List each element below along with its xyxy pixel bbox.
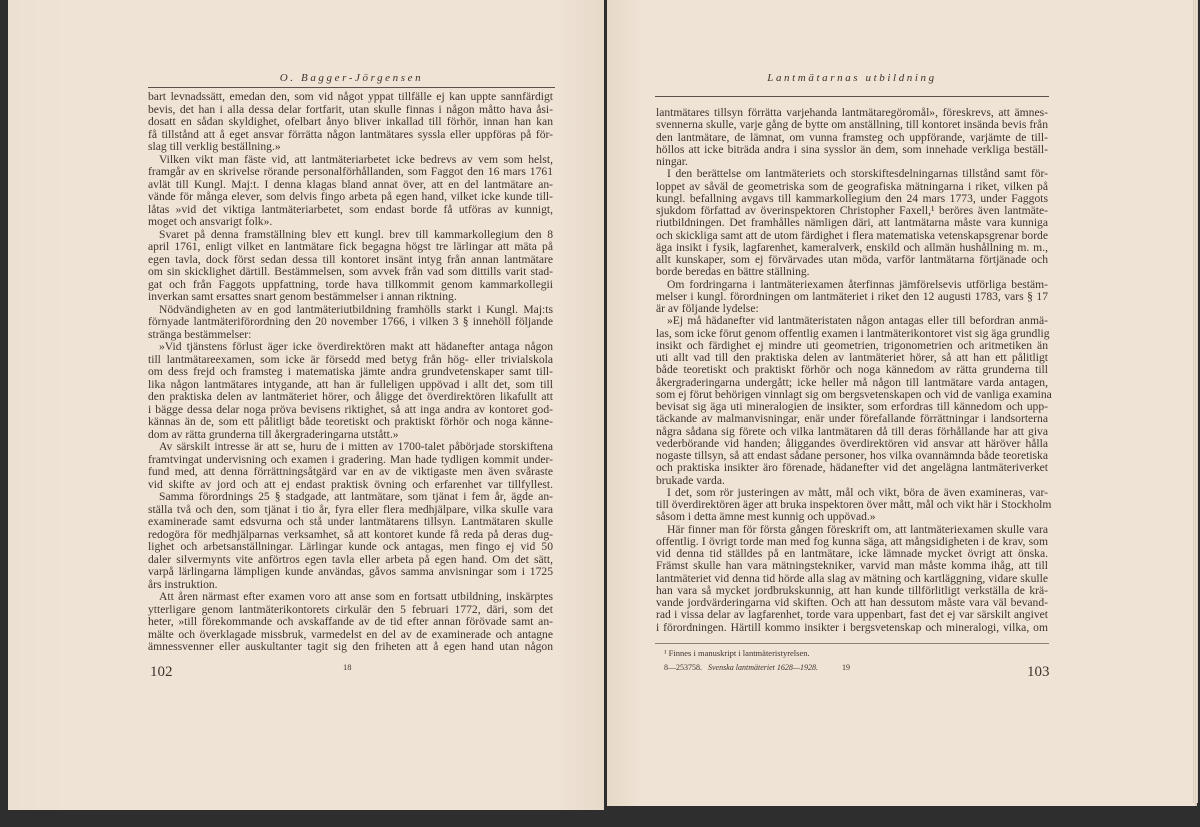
text-line: han vara så mycket jordbrukskunnig, att han kunde tillförlitligt verkställa de krä- [656, 583, 1048, 597]
text-line: framgår av en skrivelse rörande personalförhållanden, som Faggot den 16 mars 1761 [148, 165, 553, 178]
text-line: vände för många elever, som delvis fingo arbeta på egen hand, vilket icke kunde till- [148, 190, 553, 203]
text-line: Att åren närmast efter examen voro att anse som en fortsatt utbildning, inskärptes [159, 590, 553, 603]
text-line: vande jordvärderingarna vid skiften. Och att han dessutom måste vara väl bevand- [656, 596, 1048, 609]
text-line: års instruktion. [148, 577, 218, 591]
sheet-number-left: 18 [343, 662, 352, 672]
text-line: vederbörande vid handen; åliggandes överdirektören vid ansvar att häröver hålla [656, 436, 1048, 450]
text-line: Om fordringarna i lantmäteriexamen återfinnas jämförelsevis utförliga bestäm- [667, 277, 1048, 291]
text-line: mälte och överklagade missbruk, varmedelst en del av de examinerade och antagne [148, 627, 553, 641]
text-line: sjukdom författad av överinspektoren Christopher Faxell,¹ beröres även lantmäte- [656, 204, 1048, 217]
text-line: dosatt en sådan skyldighet, ofelbart ånyo bliver inkallad till förhör, innan han kan [148, 115, 553, 128]
text-line: egen tavla, dock först sedan dessa till kontoret insänt intyg från annan lantmätare [148, 252, 553, 266]
running-head-left: O. Bagger-Jörgensen [279, 72, 424, 84]
text-line: offentlig. I övrigt torde man med fog kunna säga, att mångsidigheten i de krav, som [656, 534, 1048, 548]
text-line: inverkan samt ersattes snart genom bestämmelser i annan riktning. [148, 290, 457, 303]
text-line: låtas »vid det viktiga lantmäteriarbetet, som endast borde få utföras av kunnigt, [148, 202, 553, 216]
text-line: »Vid tjänstens förlust äger icke överdirektören makt att hädanefter antaga någon [159, 340, 553, 353]
text-line: Här finner man för första gången föreskrift om, att lantmäteriexamen skulle vara [667, 522, 1048, 536]
text-line: åkergraderingarna undergått; icke heller må någon till lantmätare varda antagen, [656, 375, 1048, 389]
text-line: loppet av såväl de geometriska som de geografiska mätningarna i riket, vilken på [656, 179, 1048, 193]
text-line: I den berättelse om lantmäteriets och storskiftesdelningarnas tillstånd samt för- [667, 167, 1048, 181]
text-line: allt kunskaper, som ej förvärvades utan möda, varför lantmätarna förtjänade och [656, 253, 1048, 266]
text-line: Av särskilt intresse är att se, huru de i mitten av 1700-talet påbörjade storskiftena [159, 440, 553, 453]
text-line: ställa två och den, som tjänat i tio år, fyra eller flera medhjälpare, vilka skulle vara [148, 502, 553, 516]
text-line: riutbildningen. Det framhålles nämligen däri, att lantmätarna måste vara kunniga [656, 216, 1048, 230]
text-line: några sådana sig förete och vilka lantmätaren då till deras förhållande har att giva [656, 424, 1048, 438]
signature-code: 8—253758. [664, 663, 702, 672]
text-line: den lantmätare, de lämnat, om vunna framsteg och uppförande, varjämte de till- [656, 130, 1048, 144]
text-line: i förordningen. Härtill kommo insikter i bergsvetenskap och mineralogi, vilka, om [656, 620, 1048, 634]
text-line: bevis, det han i alla dessa delar fortfarit, utan skulle finnas i någon måtto hava åsi- [148, 102, 553, 116]
text-line: bevisat sig äga uti mineralogien de insikter, som erfordras till kännedom och upp- [656, 400, 1048, 413]
text-line: vid denna tid ställdes på en lantmätare, icke lämnade mycket övrigt att önska. [656, 547, 1048, 560]
page-edges [1193, 0, 1198, 803]
text-line: examinerade samt edsvurna och stå under lantmätarens tillsyn. Lantmätaren skulle [148, 515, 553, 528]
text-line: bart levnadssätt, emedan den, som vid något yppat tillfälle ej kan uppte sannfärdigt [148, 90, 553, 103]
text-line: framtvingat undervisning och examen i gradering. Man hade tydligen kommit under- [148, 452, 553, 466]
text-line: som ej förut behörigen vinnlagt sig om bergsvetenskapen och vid de vanliga examina [656, 387, 1052, 401]
text-line: redogöra för medhjälparnas verksamhet, så att kontoret kunde få reda på deras dug- [148, 527, 553, 541]
text-line: nogaste tillsyn, så att endast sådane personer, hos vilka ovannämnda både teoretiska [656, 449, 1048, 462]
right-text-column [656, 106, 1052, 634]
text-line: brukade varda. [656, 473, 725, 487]
text-line: är av följande lydelse: [656, 302, 759, 315]
page-number-right: 103 [1027, 664, 1050, 680]
text-line: Nödvändigheten av en god lantmäteriutbildning framhölls starkt i Kungl. Maj:ts [159, 302, 553, 316]
signature-mark [664, 663, 850, 672]
text-line: och praktiska insikter äro förenade, hädanefter vid det angelägna lantmäteriverket [656, 461, 1048, 475]
text-line: vid skifte av jord och att ej endast praktisk övning och erfarenhet var tillfyllest. [148, 477, 553, 491]
text-line: Främst skulle han vara mätningstekniker, varvid man måste komma ihåg, att till [656, 559, 1048, 573]
text-line: ytterligare genom lantmäterikontorets cirkulär den 5 februari 1772, däri, som det [148, 602, 553, 616]
text-line: april 1761, enligt vilket en lantmätare fick begagna högst tre lärlingar att mäta på [148, 240, 553, 253]
text-line: melser i kungl. förordningen om lantmäteriet i riket den 12 augusti 1783, vars § 17 [656, 289, 1048, 303]
text-line: den praktiska delen av lantmäteriet hörer, och åligge det överdirektören likafullt att [148, 390, 553, 403]
text-line: insikt och färdighet ej mindre uti geometrien, trigonometrien och aritmetiken än [656, 338, 1048, 352]
text-line: »Ej må hädanefter vid lantmäteristaten någon antagas eller till befordran anmä- [667, 314, 1048, 328]
text-line: stränga bestämmelser: [148, 327, 252, 341]
text-line: lighet och arbetsanställningar. Lärlingar kunde ock antagas, men fingo ej vid 50 [148, 540, 553, 553]
text-line: heter, »till förekommande och avskaffande av de tid efter annan förövade samt an- [148, 615, 553, 628]
header-rule-left [148, 87, 555, 88]
text-line: höllos att icke biträda andra i sina sysslor än dem, som innehade verkliga beställ- [656, 142, 1048, 156]
text-line: om sin skicklighet därtill. Bestämmelsen, som avvek från vad som dittills varit stad- [148, 265, 553, 278]
left-text-column [148, 91, 553, 654]
text-line: kännas än de, som ett pålitligt både teoretiskt och praktiskt förhör och noga känne- [148, 415, 553, 428]
text-line: las, som icke förut genom offentlig examen i lantmäterikontoret vist sig äga grundlig [656, 326, 1050, 340]
text-line: till lantmätareexamen, som icke är försedd med betyg från hög- eller trivialskola [148, 352, 553, 366]
text-line: ningar. [656, 155, 688, 168]
text-line: varpå lärlingarna lämpligen kunde användas, gåvos samma anvisningar som i 1725 [148, 565, 553, 578]
text-line: avlät till Kungl. Maj:t. I denna klagas bland annat över, att en del lantmätare an- [148, 177, 553, 191]
text-line: gat och från Faggots uppfattning, torde hava tillkommit genom kammarkollegii [148, 277, 553, 291]
text-line: i bägge dessa delar noga pröva bevisens riktighet, så att inga andra av kontoret god- [148, 402, 553, 416]
text-line: Samma förordnings 25 § stadgade, att lantmätare, som tjänat i fem år, ägde an- [159, 490, 553, 503]
text-line: moget och ansvarigt folk». [148, 215, 273, 228]
text-line: Svaret på denna framställning blev ett kungl. brev till kammarkollegium den 8 [159, 227, 553, 241]
text-line: fund med, att denna förrättningsåtgärd var en av de viktigaste men även svåraste [148, 465, 553, 478]
text-line: få tillstånd att å eget ansvar förrätta någon lantmätares syssla eller uppföras på för- [148, 127, 553, 141]
text-line: daler silvermynts vite anförtros egen tavla eller arbeta på egen hand. Om det sätt, [148, 552, 553, 566]
text-line: kungl. befallning avgavs till kammarkollegium den 24 mars 1773, under Faggots [656, 191, 1048, 205]
text-line: borde beredas en bättre ställning. [656, 265, 810, 279]
text-line: lantmäteriet vid denna tid hörde alla slag av mätning och kartläggning, vidare skulle [656, 571, 1048, 585]
text-line: dom av rätta grunderna till åkergraderingarna utstått.» [148, 427, 399, 441]
header-rule-right [655, 96, 1049, 97]
text-line: såsom i detta ämne mest kunnig och uppövad.» [656, 510, 876, 524]
footnote: ¹ Finnes i manuskript i lantmäteristyrelsen. [664, 648, 810, 658]
text-line: ämnessvenner eller auskultanter tagit sig den friheten att å egen hand utan någon [148, 640, 553, 653]
text-line: både teoretiskt och praktiskt förhör och noga kännedom av rätta grunderna till [656, 363, 1048, 377]
text-line: och skickliga samt att de utom färdighet i flera matematiska vetenskapsgrenar borde [656, 228, 1048, 242]
text-line: förnyade lantmäteriförordning den 20 november 1766, i vilken 3 § innehöll följande [148, 315, 553, 328]
text-line: om dess frejd och framsteg i matematiska jämte andra grundvetenskaper samt till- [148, 365, 553, 378]
text-line: uti allt vad till den praktiska delen av lantmäteriet hörer, så att han ett pålitligt [656, 351, 1048, 364]
page-number-left: 102 [150, 664, 173, 680]
footnote-rule [655, 643, 1049, 644]
text-line: rad i vissa delar av lagfarenhet, torde vara uppenbart, fast det ej var särskilt angivet [656, 608, 1048, 622]
text-line: lika någon lantmätares intygande, att han är fulleligen uppövad i allt det, som till [148, 377, 553, 391]
sheet-number-right: 19 [841, 663, 850, 672]
running-head-right: Lantmätarnas utbildning [767, 72, 937, 84]
text-line: täckande av malmanvisningar, enär under förefallande förrättningar i landsorterna [656, 412, 1048, 426]
text-line: slag till verklig beställning.» [148, 140, 281, 153]
text-line: I det, som rör justeringen av mått, mål och vikt, böra de även examineras, var- [667, 485, 1048, 499]
text-line: äga insikt i fysik, lagfarenhet, kameralverk, enskild och allmän hushållning m. m., [656, 240, 1048, 254]
text-line: till överdirektören äger att bruka inspektoren över mått, mål och vikt här i Stockholm [656, 498, 1052, 511]
text-line: Vilken vikt man fäste vid, att lantmäteriarbetet icke bedrevs av vem som helst, [159, 152, 553, 166]
text-line: lantmätares tillsyn förrätta varjehanda lantmätaregöromål», föreskrevs, att ämnes- [656, 106, 1048, 119]
signature-title: Svenska lantmäteriet 1628—1928. [708, 663, 818, 672]
text-line: svennerna skulle, varje gång de bytte om anställning, till kontoret insända bevis från [656, 118, 1048, 132]
